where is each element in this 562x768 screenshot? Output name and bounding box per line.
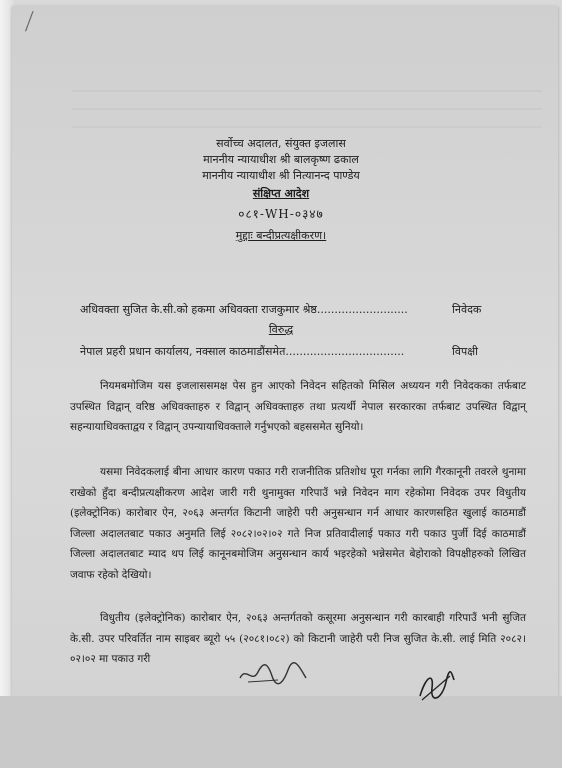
- signature-left-icon: [238, 660, 308, 694]
- background-surface: [0, 696, 562, 768]
- paragraph-1: नियमबमोजिम यस इजलाससमक्ष पेस हुन आएको निवेदन सहितको मिसिल अध्ययन गरी निवेदकका तर्फबाट उपस्थित विद्वान् वरिष्ठ अधिवक्ताहरु र विद्वान् अधिवक्ताहरु तथा प्रत्यर्थी नेपाल सरकारका तर्फबाट उपस्थित विद्वान् सहन्यायाधिवक्ताद्वय र विद्वान् उपन्यायाधिवक्ताले गर्नुभएको बहससमेत सुनियो।: [70, 380, 526, 433]
- pen-mark-icon: ⟋: [18, 8, 42, 37]
- petitioner-role: निवेदक: [452, 303, 482, 316]
- versus-label: विरुद्ध: [268, 323, 294, 336]
- justice-1: माननीय न्यायाधीश श्री बालकृष्ण ढकाल: [203, 153, 359, 166]
- petitioner-text: अधिवक्ता सुजित के.सी.को हकमा अधिवक्ता राजकुमार श्रेष्ठ..........................: [80, 303, 408, 316]
- paragraph-2: यसमा निवेदकलाई बीना आधार कारण पकाउ गरी राजनीतिक प्रतिशोध पूरा गर्नका लागि गैरकानूनी तवरले थुनामा राखेको हुँदा बन्दीप्रत्यक्षीकरण आदेश जारी गरी थुनामुक्त गरिपाउँ भन्ने निवेदन माग रहेकोमा निवेदक उपर विधुतीय (इलेक्ट्रोनिक) कारोबार ऐन, २०६३ अन्तर्गत किटानी जाहेरी परी अनुसन्धान गर्न आधार कारणसहित खुलाई काठमाडौं जिल्ला अदालतबाट पकाउ अनुमति लिई २०८२।०२।०२ गते निज प्रतिवादीलाई पकाउ गरी पकाउ पुर्जी दिई काठमाडौं जिल्ला अदालतबाट म्याद थप लिई कानूनबमोजिम अनुसन्धान कार्य भइरहेको भन्नेसमेत बेहोराको विपक्षीहरुको लिखित जवाफ रहेको देखियो।: [70, 466, 526, 581]
- respondent-text: नेपाल प्रहरी प्रधान कार्यालय, नक्साल काठमाडौंसमेत..................................: [80, 345, 405, 358]
- justice-2: माननीय न्यायाधीश श्री नित्यानन्द पाण्डेय: [202, 169, 360, 182]
- case-subject: मुद्दाः बन्दीप्रत्यक्षीकरण।: [235, 229, 327, 242]
- respondent-role: विपक्षी: [452, 345, 478, 358]
- bleed-through-text: [72, 74, 542, 134]
- paragraph-3: विधुतीय (इलेक्ट्रोनिक) कारोबार ऐन, २०६३ अन्तर्गतको कसूरमा अनुसन्धान गरी कारबाही गरिपाउँ भनी सुजित के.सी. उपर परिवर्तित नाम साइबर ब्यूरो ५५ (२०८१।०८२) को किटानी जाहेरी परी निज सुजित के.सी. लाई मिति २०८२।०२।०२ मा पकाउ गरी: [70, 612, 526, 665]
- signature-right-icon: [416, 670, 456, 708]
- court-name: सर्वोच्च अदालत, संयुक्त इजलास: [216, 137, 346, 150]
- case-number: ०८१-WH-०३४७: [238, 207, 324, 221]
- order-title: संक्षिप्त आदेश: [252, 187, 310, 200]
